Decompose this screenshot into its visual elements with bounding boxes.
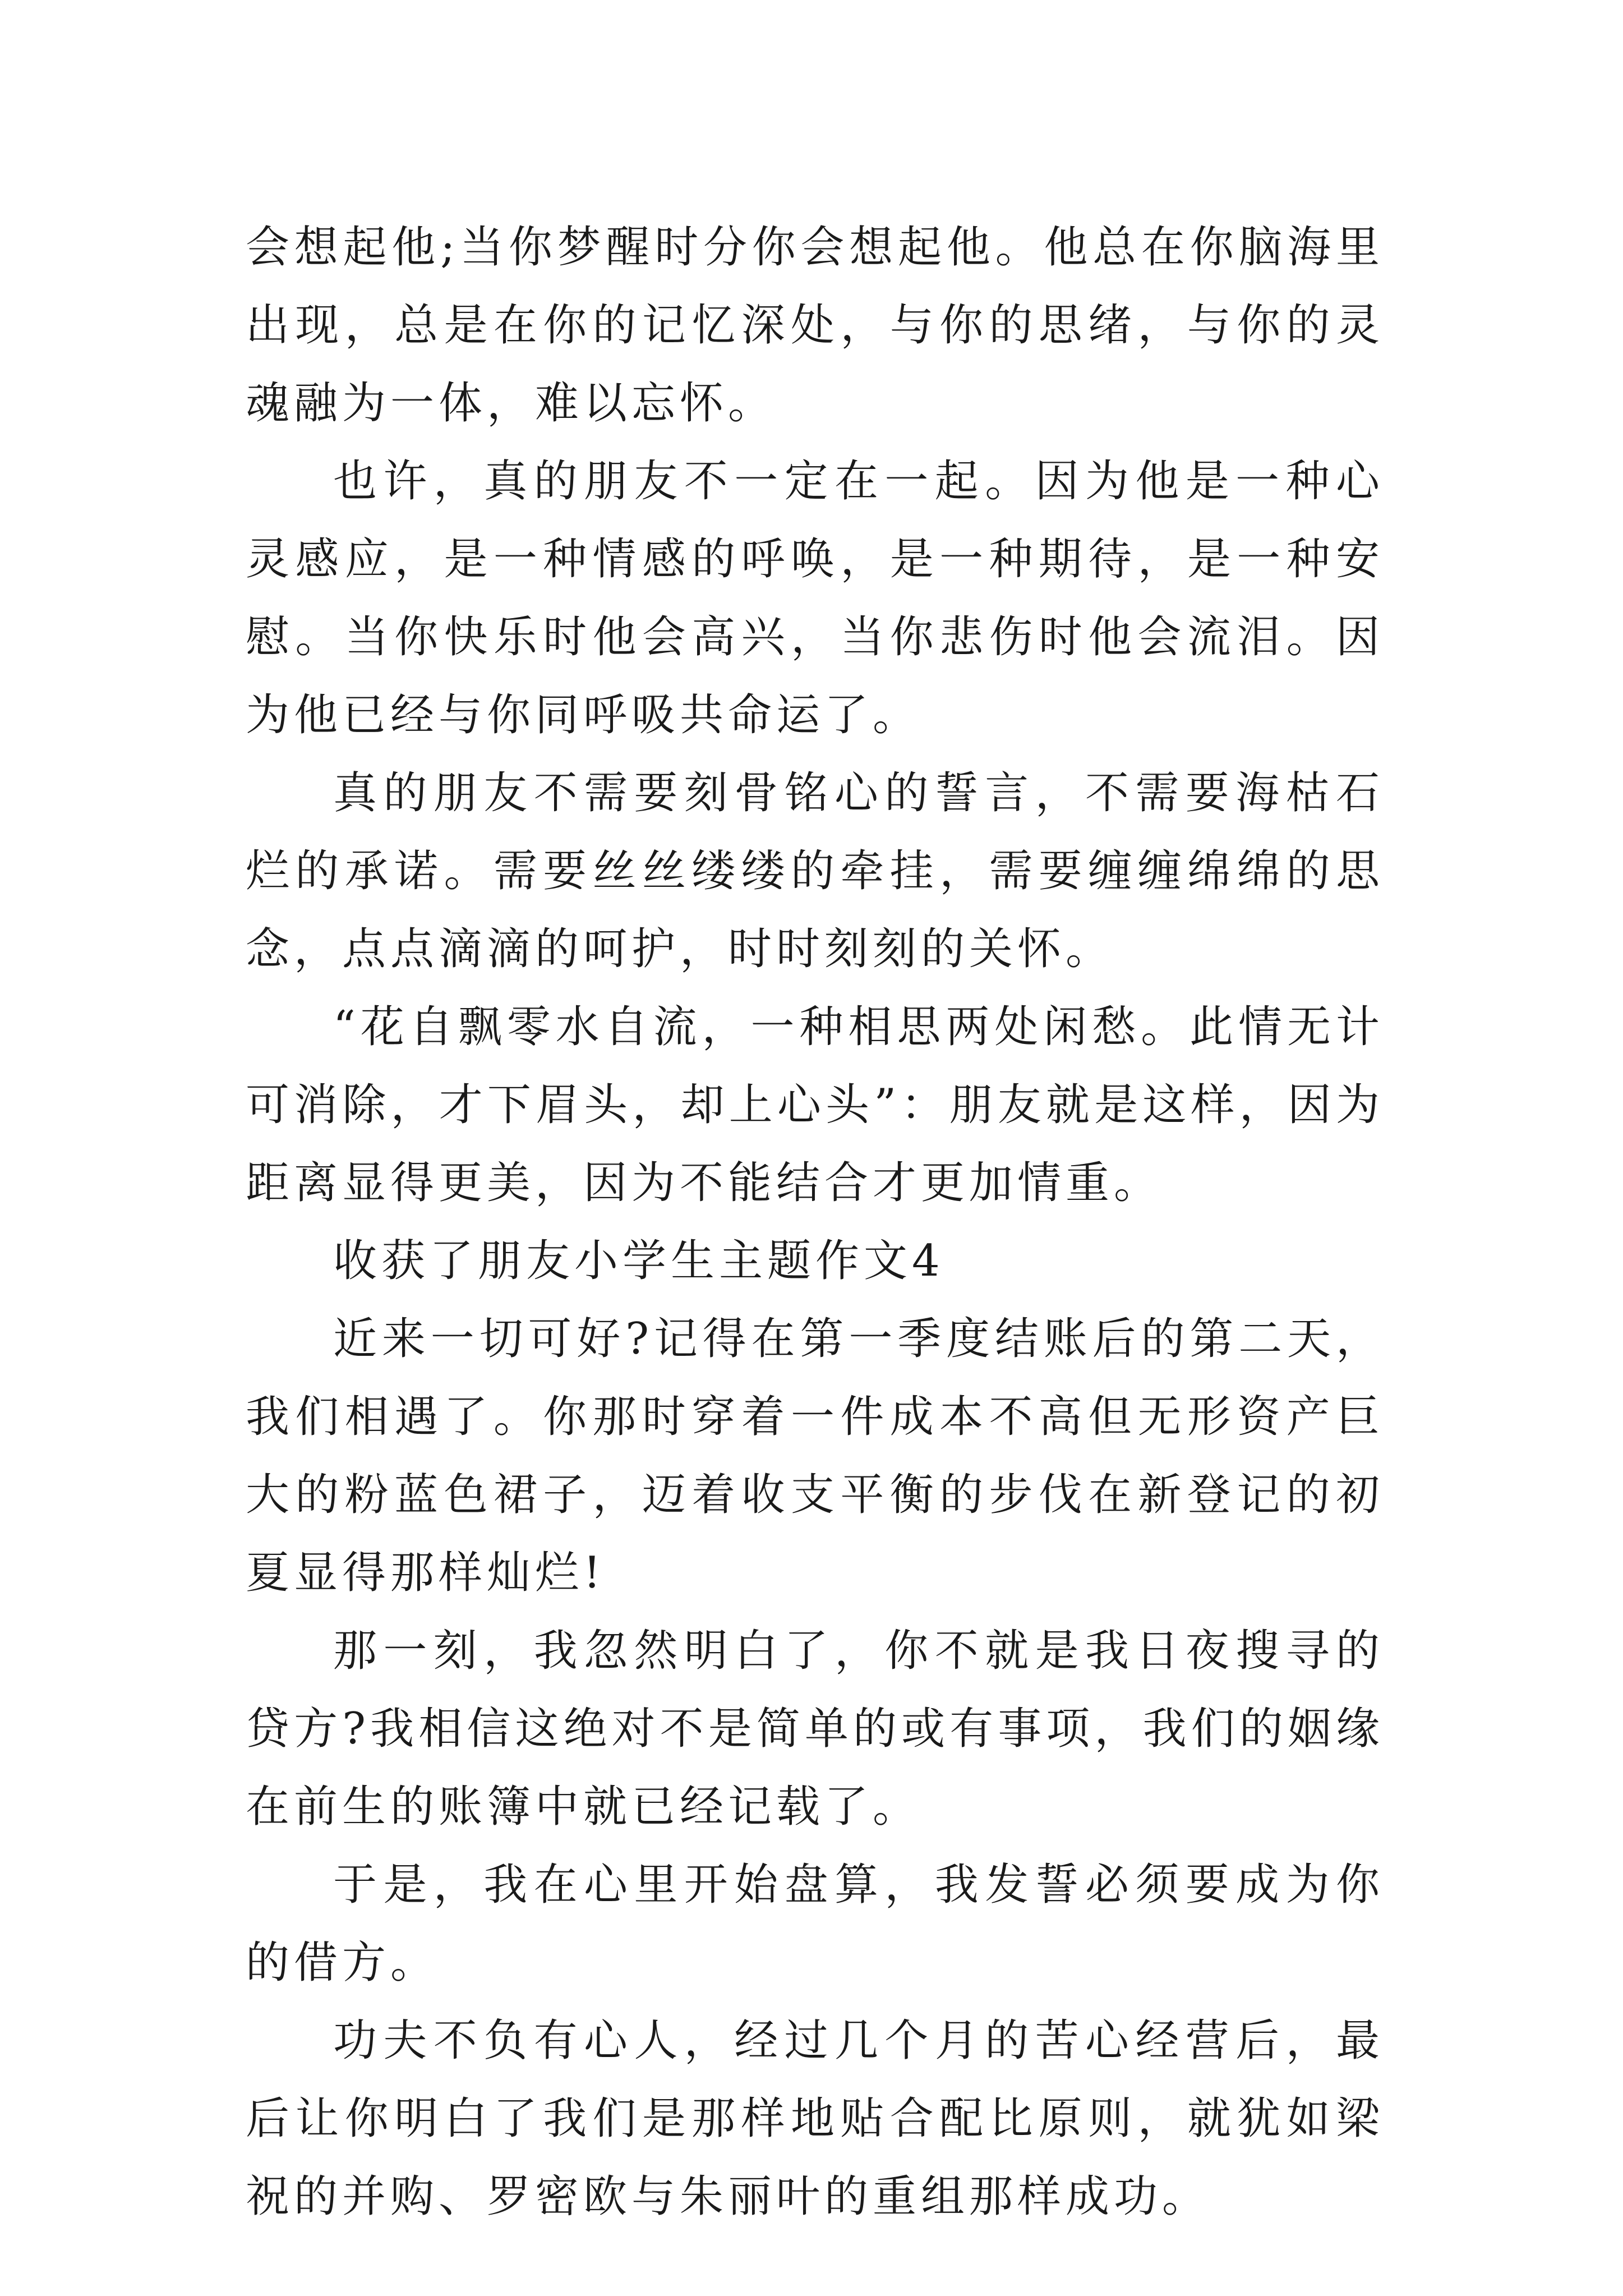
paragraph: 那一刻，我忽然明白了，你不就是我日夜搜寻的贷方?我相信这绝对不是简单的或有事项，我们的姻缘在前生的账簿中就已经记载了。: [246, 1626, 1384, 1832]
paragraph: 真的朋友不需要刻骨铭心的誓言，不需要海枯石烂的承诺。需要丝丝缕缕的牵挂，需要缠缠绵绵的思念，点点滴滴的呵护，时时刻刻的关怀。: [246, 768, 1384, 974]
paragraph: 于是，我在心里开始盘算，我发誓必须要成为你的借方。: [246, 1860, 1384, 1988]
paragraph-continuation: 会想起他;当你梦醒时分你会想起他。他总在你脑海里出现，总是在你的记忆深处，与你的思绪，与你的灵魂融为一体，难以忘怀。: [246, 222, 1384, 429]
paragraph: 近来一切可好?记得在第一季度结账后的第二天，我们相遇了。你那时穿着一件成本不高但无形资产巨大的粉蓝色裙子，迈着收支平衡的步伐在新登记的初夏显得那样灿烂!: [246, 1314, 1384, 1598]
paragraph: 功夫不负有心人，经过几个月的苦心经营后，最后让你明白了我们是那样地贴合配比原则，就犹如梁祝的并购、罗密欧与朱丽叶的重组那样成功。: [246, 2016, 1384, 2222]
document-body: [246, 209, 1384, 2236]
paragraph: 也许，真的朋友不一定在一起。因为他是一种心灵感应，是一种情感的呼唤，是一种期待，是一种安慰。当你快乐时他会高兴，当你悲伤时他会流泪。因为他已经与你同呼吸共命运了。: [246, 456, 1384, 740]
paragraph-quote: “花自飘零水自流，一种相思两处闲愁。此情无计可消除，才下眉头，却上心头”：朋友就是这样，因为距离显得更美，因为不能结合才更加情重。: [246, 1002, 1384, 1208]
section-heading: 收获了朋友小学生主题作文4: [333, 1236, 944, 1286]
